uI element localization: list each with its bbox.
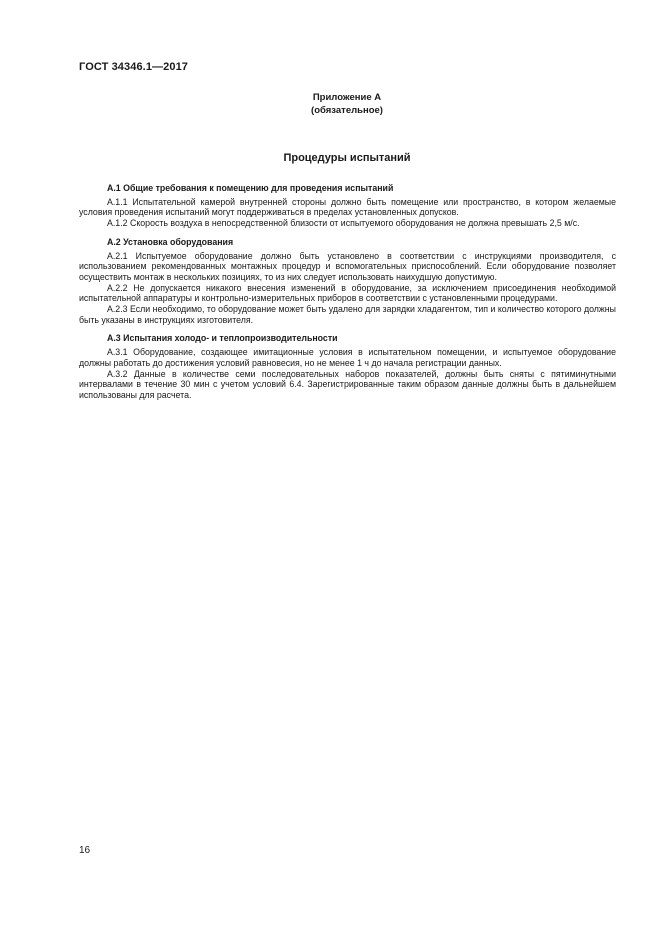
section-a3 bbox=[79, 333, 616, 400]
page-number: 16 bbox=[79, 845, 91, 856]
paragraph: А.2.2 Не допускается никакого внесения изменений в оборудование, за исключением присоединения необходимой испытательной аппаратуры и контрольно-измерительных приборов в соответствии с установленными процедурами. bbox=[79, 282, 616, 304]
annex-label bbox=[240, 92, 454, 117]
section-heading: А.1 Общие требования к помещению для проведения испытаний bbox=[107, 183, 394, 193]
page-title: Процедуры испытаний bbox=[283, 152, 411, 164]
paragraph: А.1.2 Скорость воздуха в непосредственной близости от испытуемого оборудования не должна превышать 2,5 м/с. bbox=[107, 218, 580, 229]
annex-status: (обязательное) bbox=[311, 104, 383, 116]
paragraph: А.2.3 Если необходимо, то оборудование может быть удалено для зарядки хладагентом, тип и количество которого должны быть указаны в инструкциях изготовителя. bbox=[79, 304, 616, 325]
paragraph: А.3.1 Оборудование, создающее имитационные условия в испытательном помещении, и испытуемое оборудование должны работать до достижения условий равновесия, но не менее 1 ч до начала регистрации данных. bbox=[79, 347, 616, 368]
paragraph: А.1.1 Испытательной камерой внутренней стороны должно быть помещение или пространство, в котором желаемые условия проведения испытаний могут поддерживаться в пределах установленных допусков. bbox=[79, 196, 616, 218]
paragraph: А.2.1 Испытуемое оборудование должно быть установлено в соответствии с инструкциями производителя, с использованием рекомендованных монтажных процедур и вспомогательных приспособлений. Если оборудование позволяет осуществить монтаж в нескольких позициях, то из них следует использовать наихудшую допустимую. bbox=[79, 250, 616, 282]
document-body bbox=[79, 183, 616, 401]
section-heading: А.3 Испытания холодо- и теплопроизводительности bbox=[107, 333, 338, 344]
section-a1 bbox=[79, 183, 616, 229]
document-designation: ГОСТ 34346.1—2017 bbox=[79, 61, 189, 73]
section-heading: А.2 Установка оборудования bbox=[107, 236, 234, 247]
section-a2 bbox=[79, 237, 616, 326]
annex-title: Приложение А bbox=[312, 92, 382, 103]
paragraph: А.3.2 Данные в количестве семи последовательных наборов показателей, должны быть сняты с пятиминутными интервалами в течение 30 мин с учетом условий 6.4. Зарегистрированные таким образом данные должны быть в дальнейшем использованы для расчета. bbox=[79, 368, 616, 400]
